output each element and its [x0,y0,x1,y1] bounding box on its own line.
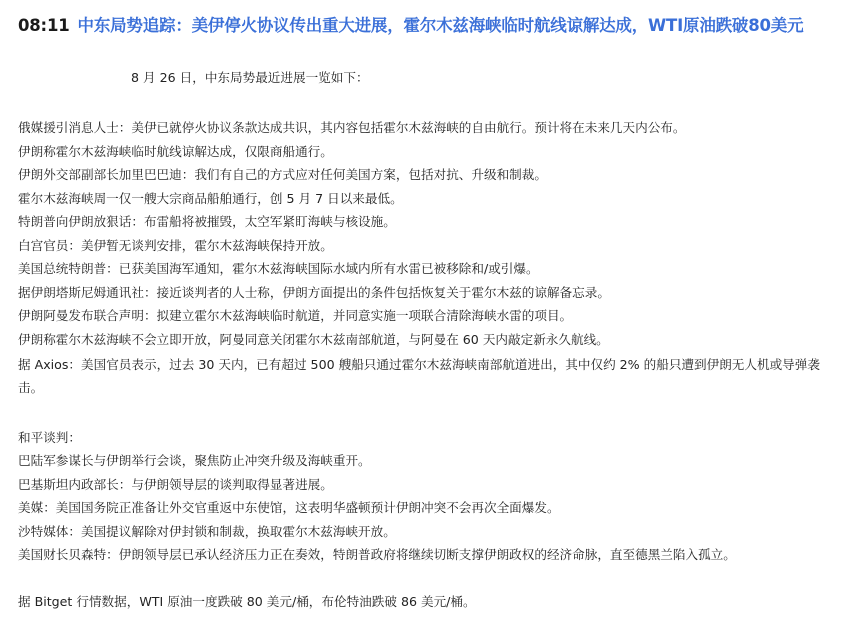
peace-item: 沙特媒体：美国提议解除对伊封锁和制裁，换取霍尔木兹海峡开放。 [18,524,396,539]
peace-item: 巴基斯坦内政部长：与伊朗领导层的谈判取得显著进展。 [18,477,333,492]
update-item: 霍尔木兹海峡周一仅一艘大宗商品船舶通行，创 5 月 7 日以来最低。 [18,191,403,206]
update-item: 据伊朗塔斯尼姆通讯社：接近谈判者的人士称，伊朗方面提出的条件包括恢复关于霍尔木兹的谅解备忘录。 [18,285,610,300]
peace-item: 巴陆军参谋长与伊朗举行会谈，聚焦防止冲突升级及海峡重开。 [18,453,371,468]
update-item: 白宫官员：美伊暂无谈判安排，霍尔木兹海峡保持开放。 [18,238,333,253]
update-item: 伊朗外交部副部长加里巴巴迪：我们有自己的方式应对任何美国方案，包括对抗、升级和制裁。 [18,167,547,182]
update-item: 特朗普向伊朗放狠话：布雷船将被摧毁，太空军紧盯海峡与核设施。 [18,214,396,229]
article-headline [18,14,833,38]
headline-title-link[interactable]: 中东局势追踪：美伊停火协议传出重大进展，霍尔木兹海峡临时航线谅解达成，WTI原油跌破80美元 [77,16,804,35]
peace-item: 美国财长贝森特：伊朗领导层已承认经济压力正在奏效，特朗普政府将继续切断支撑伊朗政权的经济命脉，直至德黑兰陷入孤立。 [18,547,736,562]
market-note: 据 Bitget 行情数据，WTI 原油一度跌破 80 美元/桶，布伦特油跌破 86 美元/桶。 [18,594,476,609]
update-item: 伊朗阿曼发布联合声明：拟建立霍尔木兹海峡临时航道，并同意实施一项联合清除海峡水雷的项目。 [18,308,573,323]
peace-section-heading: 和平谈判： [18,430,81,445]
peace-item: 美媒：美国国务院正准备让外交官重返中东使馆，这表明华盛顿预计伊朗冲突不会再次全面爆发。 [18,500,560,515]
update-item: 据 Axios：美国官员表示，过去 30 天内，已有超过 500 艘船只通过霍尔木兹海峡南部航道进出，其中仅约 2% 的船只遭到伊朗无人机或导弹袭击。 [18,357,820,395]
update-item: 美国总统特朗普：已获美国海军通知，霍尔木兹海峡国际水域内所有水雷已被移除和/或引爆。 [18,261,539,276]
intro-text: 8 月 26 日，中东局势最近进展一览如下： [131,70,369,85]
update-item: 伊朗称霍尔木兹海峡临时航线谅解达成，仅限商船通行。 [18,144,333,159]
update-item: 俄媒援引消息人士：美伊已就停火协议条款达成共识，其内容包括霍尔木兹海峡的自由航行。预计将在未来几天内公布。 [18,120,686,135]
headline-time: 08:11 [18,16,70,35]
update-item: 伊朗称霍尔木兹海峡不会立即开放，阿曼同意关闭霍尔木兹南部航道，与阿曼在 60 天内敲定新永久航线。 [18,332,609,347]
